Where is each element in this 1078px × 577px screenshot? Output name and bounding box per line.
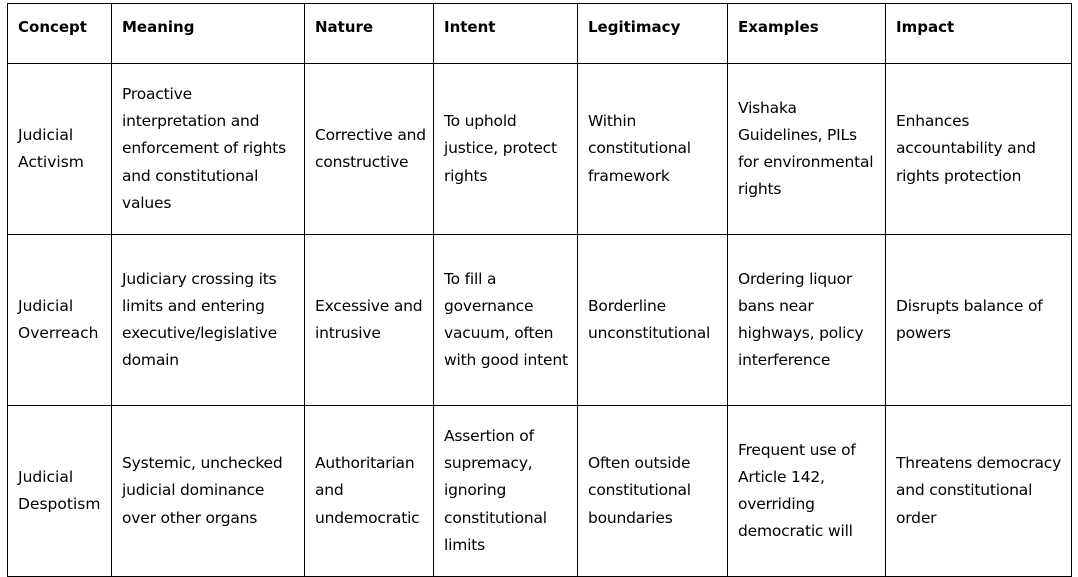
concept-cell: Judicial Overreach — [8, 235, 112, 406]
meaning-cell: Systemic, unchecked judicial dominance over other organs — [112, 406, 305, 577]
header-intent: Intent — [434, 4, 578, 64]
concept-cell: Judicial Activism — [8, 64, 112, 235]
impact-cell: Enhances accountability and rights protection — [886, 64, 1072, 235]
header-meaning: Meaning — [112, 4, 305, 64]
header-row — [8, 4, 1072, 64]
header-examples: Examples — [728, 4, 886, 64]
table-row — [8, 406, 1072, 577]
impact-cell: Threatens democracy and constitutional order — [886, 406, 1072, 577]
nature-cell: Authoritarian and undemocratic — [305, 406, 434, 577]
concept-cell: Judicial Despotism — [8, 406, 112, 577]
legitimacy-cell: Often outside constitutional boundaries — [578, 406, 728, 577]
meaning-cell: Proactive interpretation and enforcement of rights and constitutional values — [112, 64, 305, 235]
impact-cell: Disrupts balance of powers — [886, 235, 1072, 406]
header-legitimacy: Legitimacy — [578, 4, 728, 64]
header-nature: Nature — [305, 4, 434, 64]
nature-cell: Excessive and intrusive — [305, 235, 434, 406]
examples-cell: Frequent use of Article 142, overriding democratic will — [728, 406, 886, 577]
table-row — [8, 235, 1072, 406]
legitimacy-cell: Within constitutional framework — [578, 64, 728, 235]
header-impact: Impact — [886, 4, 1072, 64]
intent-cell: To fill a governance vacuum, often with good intent — [434, 235, 578, 406]
examples-cell: Vishaka Guidelines, PILs for environmental rights — [728, 64, 886, 235]
meaning-cell: Judiciary crossing its limits and entering executive/legislative domain — [112, 235, 305, 406]
nature-cell: Corrective and constructive — [305, 64, 434, 235]
header-concept: Concept — [8, 4, 112, 64]
legitimacy-cell: Borderline unconstitutional — [578, 235, 728, 406]
comparison-table — [7, 3, 1072, 577]
examples-cell: Ordering liquor bans near highways, policy interference — [728, 235, 886, 406]
table-row — [8, 64, 1072, 235]
intent-cell: Assertion of supremacy, ignoring constitutional limits — [434, 406, 578, 577]
intent-cell: To uphold justice, protect rights — [434, 64, 578, 235]
